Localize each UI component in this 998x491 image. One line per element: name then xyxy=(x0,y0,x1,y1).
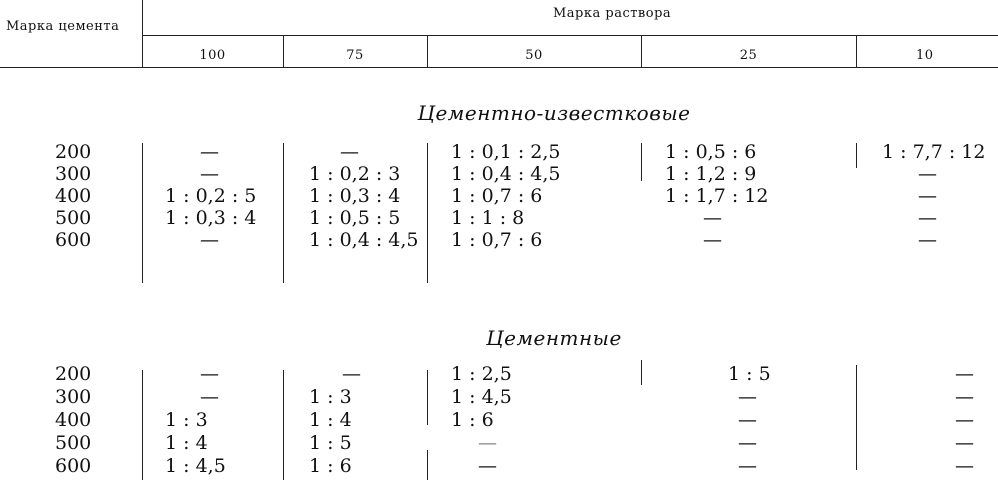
cement-grade: 500 xyxy=(55,207,92,229)
body-vline xyxy=(427,370,428,425)
table-cell: — xyxy=(342,363,361,385)
body-vline xyxy=(283,370,284,480)
table-cell: — xyxy=(200,386,219,408)
cement-grade: 200 xyxy=(55,363,92,385)
table-cell: — xyxy=(955,432,974,454)
table-cell: — xyxy=(738,409,757,431)
table-cell: — xyxy=(918,163,937,185)
table-cell: 1 : 7,7 : 12 xyxy=(882,141,986,163)
table-cell: 1 : 5 xyxy=(728,363,771,385)
table-cell: — xyxy=(478,455,497,477)
table-cell: — xyxy=(955,363,974,385)
table-cell: 1 : 4,5 xyxy=(165,455,226,477)
column-header-10: 10 xyxy=(916,48,934,63)
column-header-50: 50 xyxy=(525,48,543,63)
table-cell: 1 : 6 xyxy=(309,455,352,477)
table-cell: — xyxy=(955,455,974,477)
cement-grade: 300 xyxy=(55,163,92,185)
body-vline xyxy=(427,450,428,480)
body-vline xyxy=(142,370,143,480)
table-cell: — xyxy=(918,185,937,207)
table-cell: — xyxy=(738,455,757,477)
body-vline xyxy=(856,365,857,470)
table-cell: 1 : 0,2 : 3 xyxy=(309,163,401,185)
cement-grade: 300 xyxy=(55,386,92,408)
body-vline xyxy=(142,143,143,283)
body-vline xyxy=(641,143,642,181)
table-cell: 1 : 0,7 : 6 xyxy=(451,229,543,251)
table-cell: 1 : 4,5 xyxy=(451,386,512,408)
table-cell: 1 : 0,5 : 5 xyxy=(309,207,401,229)
mortar-grade-header: Марка раствора xyxy=(553,6,672,21)
body-vline xyxy=(283,143,284,283)
column-header-25: 25 xyxy=(739,48,758,63)
table-cell: — xyxy=(200,163,219,185)
cement-grade: 600 xyxy=(55,229,92,251)
column-header-75: 75 xyxy=(346,48,364,63)
table-cell: — xyxy=(200,363,219,385)
cement-grade: 600 xyxy=(55,455,92,477)
table-cell: — xyxy=(738,386,757,408)
column-header-100: 100 xyxy=(199,48,226,63)
table-cell: 1 : 0,4 : 4,5 xyxy=(309,229,419,251)
section-title-cement-lime: Цементно-известковые xyxy=(417,101,691,125)
table-cell: — xyxy=(703,207,722,229)
header-bottom-rule xyxy=(0,67,998,68)
table-cell: 1 : 0,3 : 4 xyxy=(165,207,257,229)
table-cell: 1 : 1 : 8 xyxy=(451,207,525,229)
table-cell: 1 : 0,7 : 6 xyxy=(451,185,543,207)
table-cell: 1 : 1,2 : 9 xyxy=(665,163,757,185)
table-cell: — xyxy=(955,386,974,408)
header-divider xyxy=(142,35,998,36)
table-cell: 1 : 4 xyxy=(165,432,208,454)
table-cell: — xyxy=(918,229,937,251)
table-cell: 1 : 3 xyxy=(165,409,208,431)
cement-grade: 200 xyxy=(55,141,92,163)
section-title-cement: Цементные xyxy=(486,326,622,350)
body-vline xyxy=(641,360,642,385)
cement-grade: 400 xyxy=(55,185,92,207)
table-cell: 1 : 0,4 : 4,5 xyxy=(451,163,561,185)
table-cell: 1 : 4 xyxy=(309,409,352,431)
table-cell: 1 : 2,5 xyxy=(451,363,512,385)
table-cell: — xyxy=(478,432,497,454)
table-cell: — xyxy=(703,229,722,251)
table-cell: 1 : 0,1 : 2,5 xyxy=(451,141,561,163)
table-cell: 1 : 3 xyxy=(309,386,352,408)
table-cell: 1 : 1,7 : 12 xyxy=(665,185,769,207)
body-vline xyxy=(427,143,428,283)
table-cell: — xyxy=(200,141,219,163)
body-vline xyxy=(856,143,857,168)
cement-grade: 400 xyxy=(55,409,92,431)
cement-grade-header: Марка цемента xyxy=(6,19,120,34)
table-cell: 1 : 0,5 : 6 xyxy=(665,141,757,163)
table-cell: 1 : 0,3 : 4 xyxy=(309,185,401,207)
table-cell: 1 : 6 xyxy=(451,409,494,431)
table-cell: — xyxy=(918,207,937,229)
table-cell: — xyxy=(340,141,359,163)
table-cell: 1 : 0,2 : 5 xyxy=(165,185,257,207)
cement-grade: 500 xyxy=(55,432,92,454)
table-cell: 1 : 5 xyxy=(309,432,352,454)
table-cell: — xyxy=(200,229,219,251)
table-cell: — xyxy=(955,409,974,431)
table-cell: — xyxy=(738,432,757,454)
